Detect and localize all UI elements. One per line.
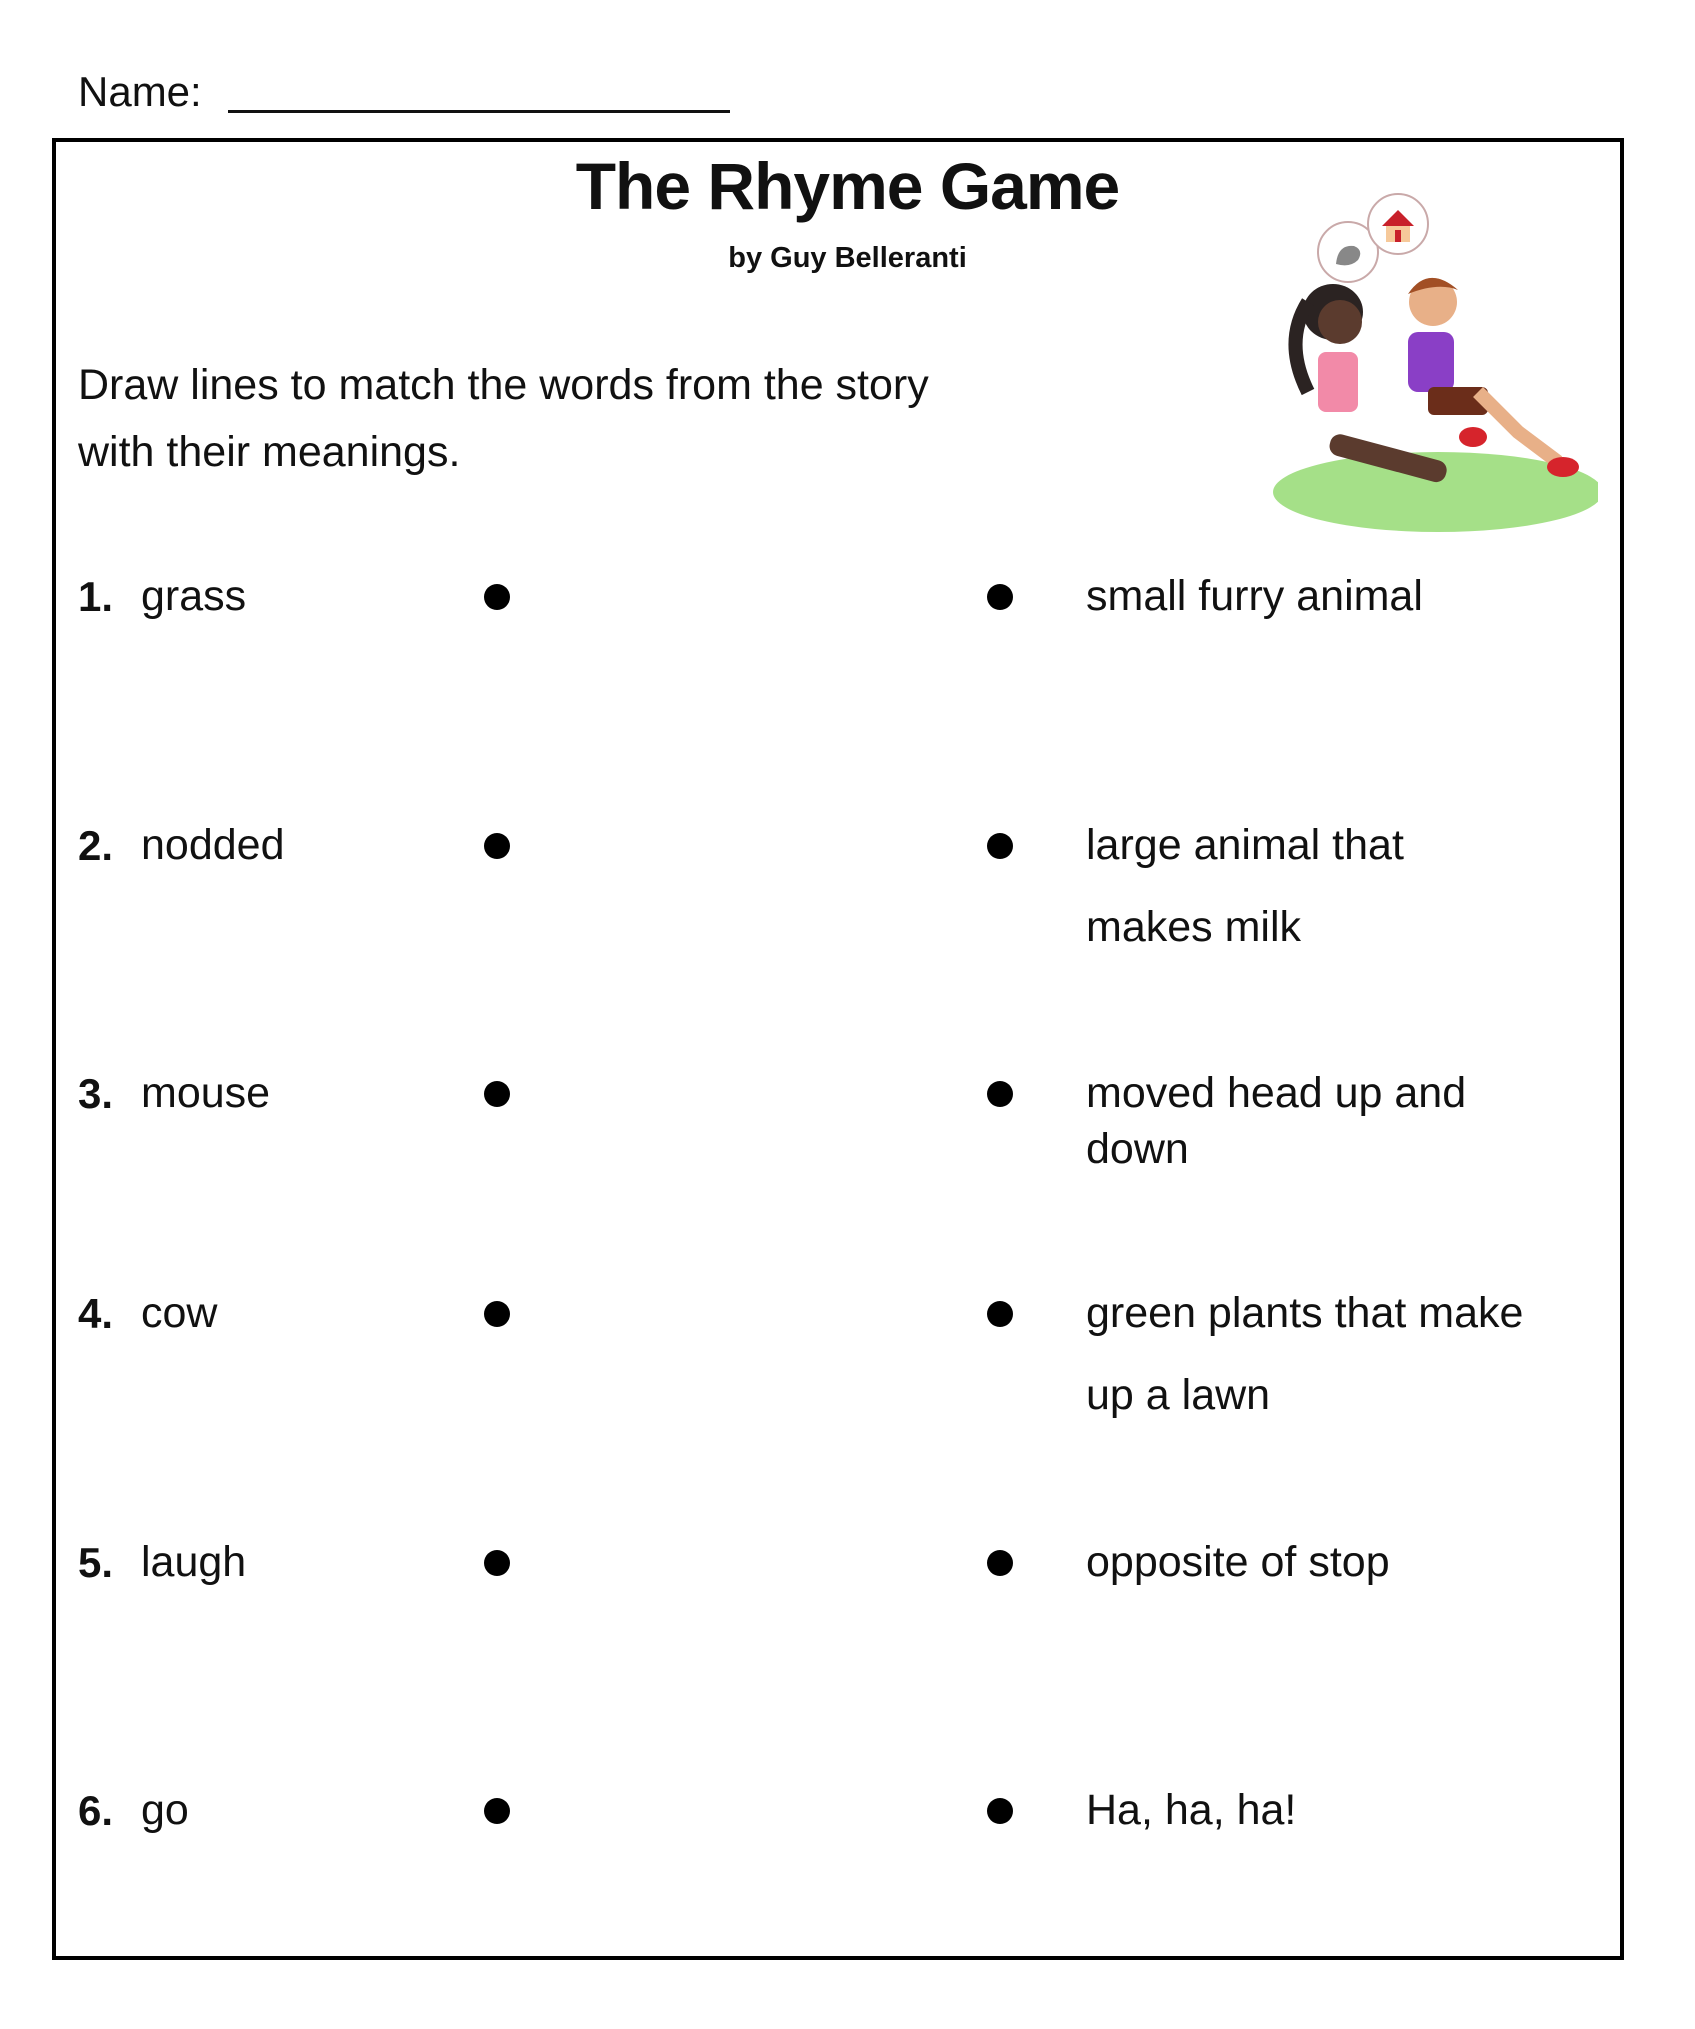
author-byline: by Guy Belleranti xyxy=(728,242,967,274)
item-word: laugh xyxy=(141,1538,247,1586)
meaning-text-line: Ha, ha, ha! xyxy=(1086,1786,1297,1834)
item-word: go xyxy=(141,1786,189,1834)
right-match-dot[interactable] xyxy=(987,833,1013,859)
right-match-dot[interactable] xyxy=(987,1550,1013,1576)
worksheet-title: The Rhyme Game xyxy=(575,149,1120,223)
left-match-dot[interactable] xyxy=(484,1081,510,1107)
item-number: 3. xyxy=(78,1070,114,1117)
instructions: Draw lines to match the words from the story with their meanings. xyxy=(78,361,929,476)
item-number: 4. xyxy=(78,1290,114,1337)
kids-on-grass-illustration xyxy=(1258,172,1598,542)
item-number: 2. xyxy=(78,822,114,869)
meaning-text-line: green plants that make xyxy=(1086,1289,1524,1337)
left-match-dot[interactable] xyxy=(484,584,510,610)
right-match-dot[interactable] xyxy=(987,584,1013,610)
meaning-text-line: down xyxy=(1086,1125,1189,1173)
right-match-dot[interactable] xyxy=(987,1798,1013,1824)
left-match-dot[interactable] xyxy=(484,1798,510,1824)
item-word: mouse xyxy=(141,1069,271,1117)
item-number: 1. xyxy=(78,573,114,620)
meaning-text-line: up a lawn xyxy=(1086,1371,1271,1419)
meaning-text-line: makes milk xyxy=(1086,903,1302,951)
meaning-text-line: large animal that xyxy=(1086,821,1404,869)
meaning-text-line: opposite of stop xyxy=(1086,1538,1390,1586)
left-match-dot[interactable] xyxy=(484,1550,510,1576)
name-field-line[interactable] xyxy=(228,110,730,113)
left-match-dot[interactable] xyxy=(484,1301,510,1327)
item-word: nodded xyxy=(141,821,285,869)
name-label: Name: xyxy=(78,68,202,115)
right-match-dot[interactable] xyxy=(987,1301,1013,1327)
meaning-text-line: small furry animal xyxy=(1086,572,1423,620)
left-match-dot[interactable] xyxy=(484,833,510,859)
item-number: 6. xyxy=(78,1787,114,1834)
right-match-dot[interactable] xyxy=(987,1081,1013,1107)
item-word: cow xyxy=(141,1289,218,1337)
meaning-text-line: moved head up and xyxy=(1086,1069,1467,1117)
item-word: grass xyxy=(141,572,247,620)
item-number: 5. xyxy=(78,1539,114,1586)
